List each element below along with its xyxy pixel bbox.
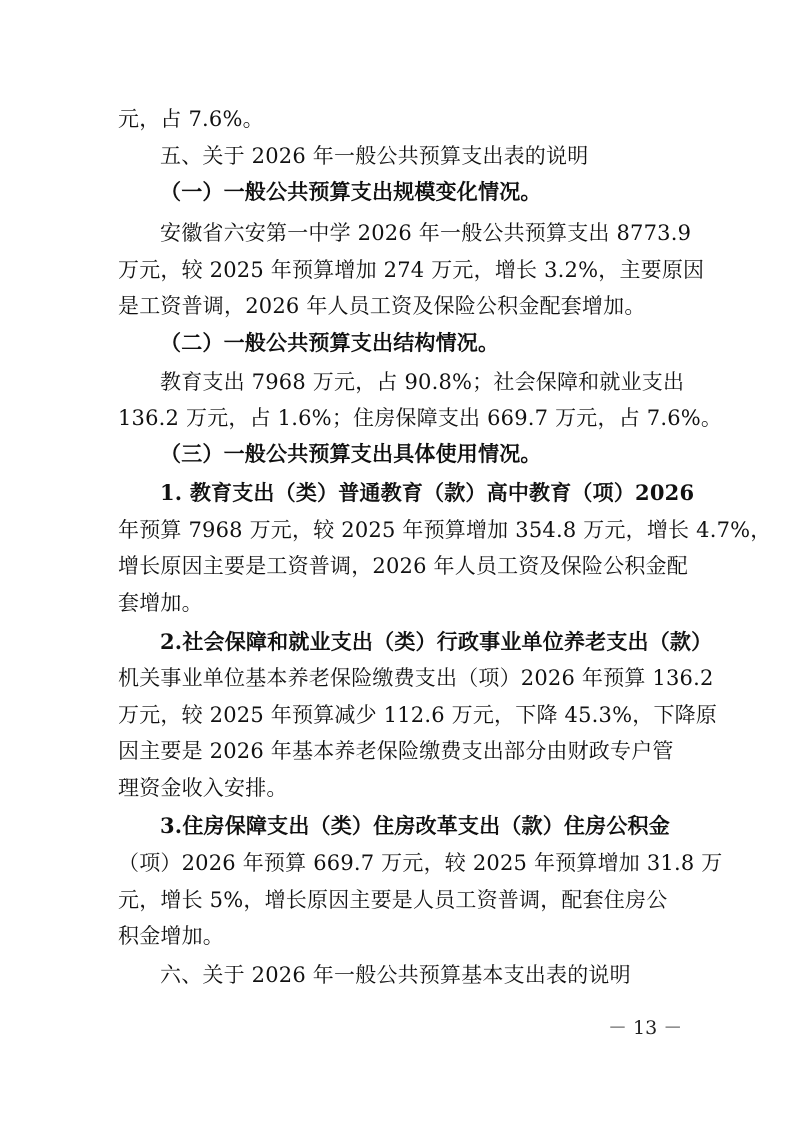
text-line-4: 安徽省六安第一中学 2026 年一般公共预算支出 8773.9 [160,221,692,245]
item-heading-3: 3.住房保障支出（类）住房改革支出（款）住房公积金 [160,813,670,838]
text-line-21: （项）2026 年预算 669.7 万元，较 2025 年预算增加 31.8 万 [118,851,723,875]
text-line-18: 因主要是 2026 年基本养老保险缴费支出部分由财政专户管 [118,739,674,763]
item-heading-1: 1. 教育支出（类）普通教育（款）高中教育（项）2026 [160,480,695,505]
page-number: － 13 － [608,1017,683,1039]
text-line-13: 增长原因主要是工资普调，2026 年人员工资及保险公积金配 [118,554,688,578]
text-line-5: 万元，较 2025 年预算增加 274 万元，增长 3.2%，主要原因 [118,258,705,282]
subsection-heading-2: （二）一般公共预算支出结构情况。 [160,330,500,355]
text-line-1: 元，占 7.6%。 [118,107,264,131]
text-line-8: 教育支出 7968 万元，占 90.8%；社会保障和就业支出 [160,370,685,394]
section-heading-5: 五、关于 2026 年一般公共预算支出表的说明 [160,144,589,168]
subsection-heading-1: （一）一般公共预算支出规模变化情况。 [160,179,542,204]
item-heading-2: 2.社会保障和就业支出（类）行政事业单位养老支出（款） [160,629,713,654]
text-line-12: 年预算 7968 万元，较 2025 年预算增加 354.8 万元，增长 4.7%， [118,518,772,542]
text-line-9: 136.2 万元，占 1.6%；住房保障支出 669.7 万元，占 7.6%。 [118,406,723,430]
text-line-22: 元，增长 5%，增长原因主要是人员工资普调，配套住房公 [118,888,668,912]
section-heading-6: 六、关于 2026 年一般公共预算基本支出表的说明 [160,963,631,987]
text-line-23: 积金增加。 [118,924,224,948]
text-line-17: 万元，较 2025 年预算减少 112.6 万元，下降 45.3%，下降原 [118,703,718,727]
text-line-6: 是工资普调，2026 年人员工资及保险公积金配套增加。 [118,294,646,318]
text-line-16: 机关事业单位基本养老保险缴费支出（项）2026 年预算 136.2 [118,666,714,690]
subsection-heading-3: （三）一般公共预算支出具体使用情况。 [160,441,542,466]
text-line-19: 理资金收入安排。 [118,776,288,800]
text-line-14: 套增加。 [118,591,203,615]
